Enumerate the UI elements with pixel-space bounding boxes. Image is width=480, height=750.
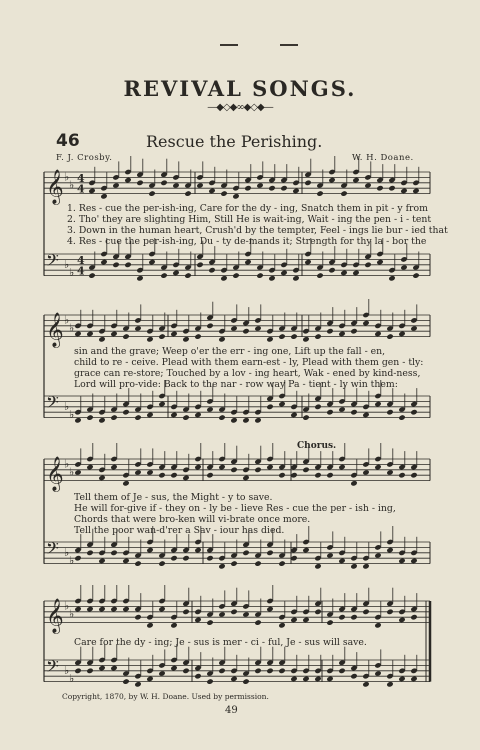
note-head (122, 480, 129, 486)
note-head (266, 606, 273, 612)
note-head (302, 336, 309, 342)
note-head (242, 550, 249, 556)
note-head (230, 560, 237, 566)
note-head (110, 665, 117, 671)
lyric-line: Chords that were bro-ken will vi-brate once more. (74, 514, 311, 525)
note-head (158, 401, 165, 407)
note-head (98, 665, 105, 671)
note-head (230, 467, 237, 473)
time-signature-digit: 4 (77, 264, 85, 278)
note-head (230, 609, 237, 615)
note-head (182, 336, 189, 342)
lyric-line: 2. Tho' they are slighting Him, Still He is wait-ing, Wait - ing the pen - i - tent (67, 214, 432, 225)
flat-icon: ♭ (69, 407, 75, 421)
note-head (398, 676, 405, 682)
note-head (232, 272, 239, 278)
note-head (326, 328, 333, 334)
note-head (328, 267, 335, 273)
note-head (146, 547, 153, 553)
note-head (146, 469, 153, 475)
note-head (244, 259, 251, 265)
note-head (328, 177, 335, 183)
lyric-line: Tell the poor wan-d'rer a Sav - iour has died. (74, 525, 285, 536)
note-head (398, 617, 405, 623)
lyric-line: Tell them of Je - sus, the Might - y to save. (74, 492, 273, 503)
note-head (136, 180, 143, 186)
flat-icon: ♭ (64, 457, 70, 471)
note-head (290, 617, 297, 623)
note-head (98, 558, 105, 564)
note-head (386, 409, 393, 415)
note-head (340, 270, 347, 276)
note-head (302, 467, 309, 473)
note-head (278, 472, 285, 478)
note-head (74, 606, 81, 612)
note-head (182, 609, 189, 615)
note-head (376, 259, 383, 265)
note-head (136, 275, 143, 281)
note-head (350, 328, 357, 334)
note-head (302, 617, 309, 623)
lyric-line: He will for-give if - they on - ly be - lieve Res - cue the per - ish - ing, (74, 503, 396, 514)
note-head (206, 619, 213, 625)
note-head (170, 622, 177, 628)
note-head (290, 412, 297, 418)
note-head (278, 622, 285, 628)
note-head (158, 606, 165, 612)
note-head (302, 547, 309, 553)
note-head (338, 464, 345, 470)
note-head (194, 617, 201, 623)
note-head (194, 547, 201, 553)
flat-icon: ♭ (69, 178, 75, 192)
note-head (338, 614, 345, 620)
note-head (410, 409, 417, 415)
time-signature-digit: 4 (77, 182, 85, 196)
note-head (86, 606, 93, 612)
note-head (412, 188, 419, 194)
note-head (316, 190, 323, 196)
note-head (280, 270, 287, 276)
note-head (110, 414, 117, 420)
note-head (304, 180, 311, 186)
note-head (398, 472, 405, 478)
note-head (122, 606, 129, 612)
flat-icon: ♭ (64, 257, 70, 271)
note-head (206, 323, 213, 329)
lyric-line: sin and the grave; Weep o'er the err - ing one, Lift up the fall - en, (74, 346, 386, 357)
note-head (266, 404, 273, 410)
note-head (326, 409, 333, 415)
note-head (242, 611, 249, 617)
note-head (398, 331, 405, 337)
note-head (182, 555, 189, 561)
note-head (88, 272, 95, 278)
note-head (194, 412, 201, 418)
note-head (388, 275, 395, 281)
note-head (256, 272, 263, 278)
copyright-notice: Copyright, 1870, by W. H. Doane. Used by permission. (62, 692, 269, 701)
note-head (302, 414, 309, 420)
note-head (74, 469, 81, 475)
bass-clef-icon: 𝄢 (46, 250, 59, 275)
note-head (134, 469, 141, 475)
lyric-line: grace can re-store; Touched by a lov - ing heart, Wak - ened by kind-ness, (74, 368, 421, 379)
note-head (362, 563, 369, 569)
flat-icon: ♭ (69, 265, 75, 279)
treble-clef-icon: 𝄞 (46, 312, 64, 348)
note-head (314, 472, 321, 478)
note-head (292, 188, 299, 194)
lyric-line: 1. Res - cue the per-ish-ing, Care for the dy - ing, Snatch them in pit - y from (67, 203, 428, 214)
note-head (232, 193, 239, 199)
note-head (314, 609, 321, 615)
chorus-label: Chorus. (297, 441, 337, 451)
note-head (146, 622, 153, 628)
note-head (208, 267, 215, 273)
note-head (268, 275, 275, 281)
note-head (194, 464, 201, 470)
note-head (86, 464, 93, 470)
note-head (86, 550, 93, 556)
treble-clef-icon: 𝄞 (46, 598, 64, 634)
note-head (218, 563, 225, 569)
note-head (172, 270, 179, 276)
note-head (182, 475, 189, 481)
treble-clef-icon: 𝄞 (46, 456, 64, 492)
note-head (350, 673, 357, 679)
note-head (362, 609, 369, 615)
note-head (316, 272, 323, 278)
note-head (170, 412, 177, 418)
note-head (182, 668, 189, 674)
note-head (146, 676, 153, 682)
note-head (134, 414, 141, 420)
note-head (98, 417, 105, 423)
treble-clef-icon: 𝄞 (46, 169, 64, 205)
note-head (412, 272, 419, 278)
note-head (170, 472, 177, 478)
note-head (112, 182, 119, 188)
bass-clef-icon: 𝄢 (46, 656, 59, 681)
note-head (314, 333, 321, 339)
note-head (280, 185, 287, 191)
note-head (254, 417, 261, 423)
note-head (256, 182, 263, 188)
note-head (386, 547, 393, 553)
note-head (340, 190, 347, 196)
note-head (158, 560, 165, 566)
note-head (146, 412, 153, 418)
note-head (352, 270, 359, 276)
note-head (148, 190, 155, 196)
note-head (110, 464, 117, 470)
note-head (110, 331, 117, 337)
note-head (74, 668, 81, 674)
note-head (124, 262, 131, 268)
note-head (338, 406, 345, 412)
note-head (122, 333, 129, 339)
note-head (230, 417, 237, 423)
note-head (410, 676, 417, 682)
hymn-number: 46 (56, 131, 80, 151)
note-head (74, 555, 81, 561)
flat-icon: ♭ (69, 465, 75, 479)
note-head (220, 190, 227, 196)
note-head (398, 558, 405, 564)
note-head (314, 563, 321, 569)
note-head (218, 611, 225, 617)
lyric-line: Lord will pro-vide: Back to the nar - row way Pa - tient - ly win them: (74, 379, 398, 390)
time-signature-digit: 4 (77, 171, 85, 185)
note-head (374, 622, 381, 628)
note-head (386, 609, 393, 615)
note-head (206, 472, 213, 478)
flat-icon: ♭ (64, 545, 70, 559)
note-head (110, 550, 117, 556)
note-head (400, 188, 407, 194)
note-head (410, 614, 417, 620)
note-head (74, 331, 81, 337)
note-head (134, 681, 141, 687)
note-head (302, 676, 309, 682)
note-head (278, 401, 285, 407)
note-head (160, 272, 167, 278)
note-head (230, 676, 237, 682)
note-head (86, 414, 93, 420)
note-head (86, 331, 93, 337)
note-head (206, 678, 213, 684)
note-head (146, 336, 153, 342)
note-head (386, 681, 393, 687)
flat-icon: ♭ (64, 599, 70, 613)
note-head (326, 619, 333, 625)
note-head (122, 409, 129, 415)
note-head (196, 182, 203, 188)
note-head (364, 262, 371, 268)
note-head (230, 325, 237, 331)
note-head (254, 325, 261, 331)
time-signature-digit: 4 (77, 253, 85, 267)
page-number: 49 (225, 705, 238, 716)
flat-icon: ♭ (69, 553, 75, 567)
note-head (208, 188, 215, 194)
note-head (410, 325, 417, 331)
note-head (362, 469, 369, 475)
note-head (326, 472, 333, 478)
lyric-line: 3. Down in the human heart, Crush'd by the tempter, Feel - ings lie bur - ied that (67, 225, 448, 236)
note-head (86, 668, 93, 674)
note-head (206, 555, 213, 561)
note-head (242, 678, 249, 684)
note-head (242, 328, 249, 334)
note-head (374, 464, 381, 470)
note-head (364, 182, 371, 188)
note-head (254, 619, 261, 625)
note-head (338, 331, 345, 337)
flat-icon: ♭ (69, 607, 75, 621)
note-head (98, 475, 105, 481)
note-head (110, 606, 117, 612)
note-head (244, 185, 251, 191)
note-head (388, 185, 395, 191)
note-head (100, 259, 107, 265)
note-head (304, 259, 311, 265)
note-head (88, 188, 95, 194)
note-head (194, 673, 201, 679)
note-head (350, 480, 357, 486)
lyricist-credit: F. J. Crosby. (56, 153, 113, 163)
bass-clef-icon: 𝄢 (46, 538, 59, 563)
note-head (170, 555, 177, 561)
note-head (98, 336, 105, 342)
note-head (242, 475, 249, 481)
lyric-line: child to re - ceive. Plead with them earn-est - ly, Plead with them gen - tly: (74, 357, 424, 368)
note-head (268, 185, 275, 191)
lyric-line: 4. Res - cue the per-ish-ing, Du - ty de-mands it; Strength for thy la - bor the (67, 236, 427, 247)
flat-icon: ♭ (64, 313, 70, 327)
note-head (124, 177, 131, 183)
note-head (266, 464, 273, 470)
note-head (266, 550, 273, 556)
note-head (98, 606, 105, 612)
bass-clef-icon: 𝄢 (46, 392, 59, 417)
note-head (362, 681, 369, 687)
note-head (158, 472, 165, 478)
note-head (266, 336, 273, 342)
note-head (122, 558, 129, 564)
hymn-title: Rescue the Perishing. (146, 132, 323, 151)
note-head (184, 272, 191, 278)
note-head (374, 552, 381, 558)
note-head (314, 676, 321, 682)
note-head (290, 676, 297, 682)
note-head (134, 325, 141, 331)
note-head (172, 182, 179, 188)
note-head (254, 467, 261, 473)
flat-icon: ♭ (64, 399, 70, 413)
note-head (218, 668, 225, 674)
note-head (362, 412, 369, 418)
flat-icon: ♭ (64, 663, 70, 677)
note-head (218, 464, 225, 470)
note-head (100, 193, 107, 199)
note-head (338, 668, 345, 674)
note-head (410, 558, 417, 564)
book-title: REVIVAL SONGS. (123, 76, 357, 101)
flat-icon: ♭ (64, 170, 70, 184)
note-head (278, 668, 285, 674)
note-head (196, 262, 203, 268)
note-head (386, 469, 393, 475)
flat-icon: ♭ (69, 321, 75, 335)
note-head (350, 409, 357, 415)
note-head (194, 333, 201, 339)
note-head (184, 190, 191, 196)
lyric-line: Care for the dy - ing; Je - sus is mer - ci - ful, Je - sus will save. (74, 637, 367, 648)
note-head (170, 665, 177, 671)
note-head (326, 676, 333, 682)
note-head (266, 668, 273, 674)
note-head (148, 259, 155, 265)
note-head (374, 670, 381, 676)
composer-credit: W. H. Doane. (352, 153, 414, 163)
note-head (158, 333, 165, 339)
note-head (206, 406, 213, 412)
note-head (218, 336, 225, 342)
note-head (374, 331, 381, 337)
note-head (376, 185, 383, 191)
title-ornament: —◆◇◆∞◆◇◆— (207, 102, 273, 113)
note-head (350, 614, 357, 620)
note-head (362, 320, 369, 326)
note-head (134, 560, 141, 566)
note-head (112, 262, 119, 268)
flat-icon: ♭ (69, 671, 75, 685)
note-head (410, 472, 417, 478)
note-head (220, 275, 227, 281)
note-head (290, 333, 297, 339)
note-head (326, 552, 333, 558)
note-head (134, 614, 141, 620)
note-head (74, 417, 81, 423)
note-head (400, 264, 407, 270)
note-head (292, 275, 299, 281)
note-head (160, 180, 167, 186)
note-head (218, 414, 225, 420)
note-head (278, 560, 285, 566)
note-head (122, 678, 129, 684)
note-head (170, 331, 177, 337)
note-head (314, 404, 321, 410)
note-head (158, 670, 165, 676)
note-head (338, 558, 345, 564)
note-head (278, 333, 285, 339)
note-head (350, 563, 357, 569)
note-head (182, 414, 189, 420)
note-head (374, 401, 381, 407)
note-head (254, 560, 261, 566)
note-head (254, 668, 261, 674)
note-head (386, 333, 393, 339)
note-head (242, 417, 249, 423)
note-head (398, 414, 405, 420)
note-head (352, 177, 359, 183)
